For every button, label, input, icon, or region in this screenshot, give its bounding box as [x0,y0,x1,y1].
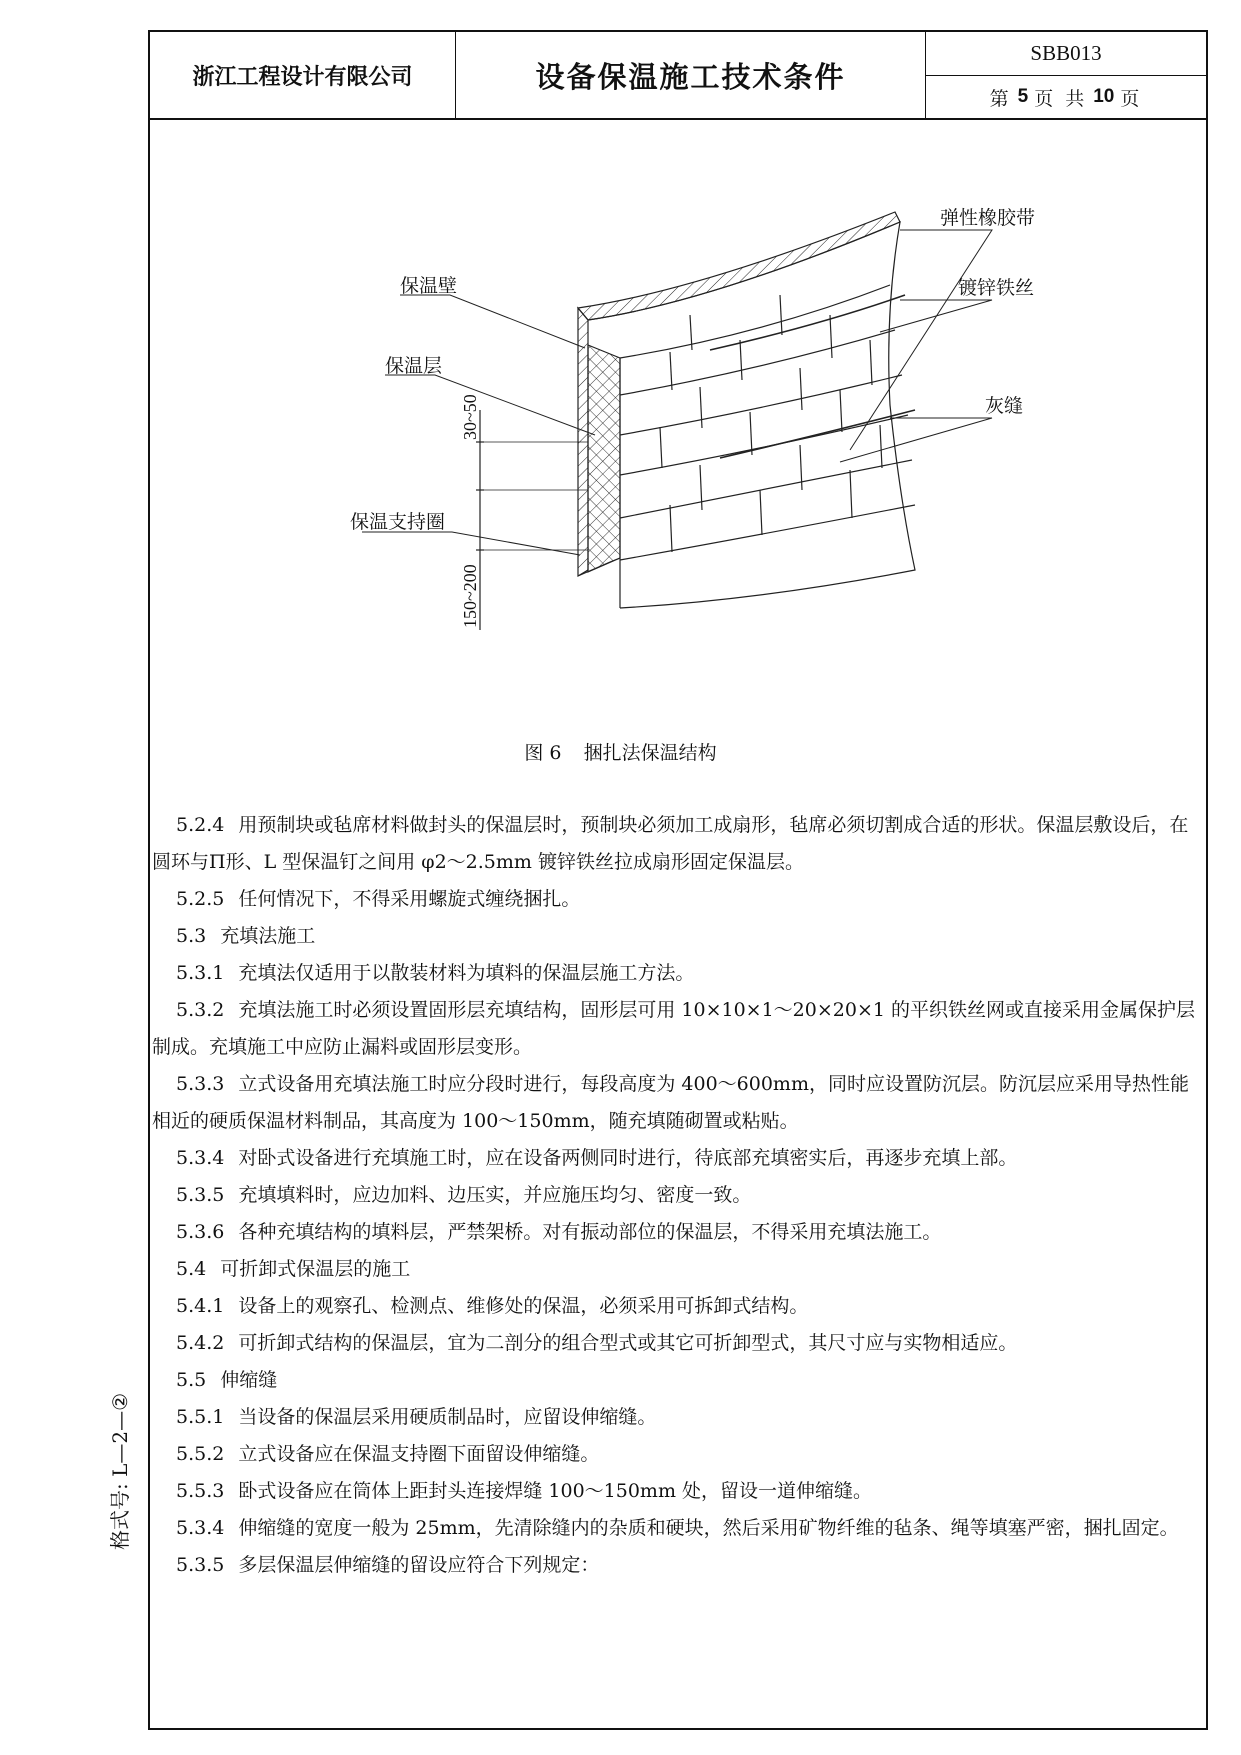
paragraph [152,992,1202,1066]
paragraph [152,1251,1202,1288]
clause-text: 伸缩缝 [220,1369,278,1391]
paragraph [152,1066,1202,1140]
paragraph [152,807,1202,881]
clause-text: 充填法施工 [220,925,316,947]
body-text [152,807,1202,1584]
clause-number: 5.3 [176,925,207,947]
document-title: 设备保温施工技术条件 [456,32,926,118]
paragraph [152,1325,1202,1362]
clause-text: 充填法施工时必须设置固形层充填结构，固形层可用 10×10×1～20×20×1 的平织铁丝网或直接采用金属保护层制成。充填施工中应防止漏料或固形层变形。 [152,999,1196,1058]
clause-text: 用预制块或毡席材料做封头的保温层时，预制块必须加工成扇形，毡席必须切割成合适的形状。保温层敷设后，在圆环与Π形、L 型保温钉之间用 φ2～2.5mm 镀锌铁丝拉成扇形固定保温层。 [152,814,1189,873]
clause-number: 5.5.1 [176,1406,225,1428]
paragraph [152,1436,1202,1473]
paragraph [152,1214,1202,1251]
clause-text: 可折卸式结构的保温层，宜为二剖分的组合型式或其它可折卸型式，其尺寸应与实物相适应。 [238,1332,1018,1354]
paragraph [152,1510,1202,1547]
clause-text: 当设备的保温层采用硬质制品时，应留设伸缩缝。 [238,1406,657,1428]
label-support-ring: 保温支持圈 [350,511,446,533]
clause-number: 5.3.4 [176,1517,225,1539]
figure-number: 图 6 [524,742,562,764]
clause-number: 5.4 [176,1258,207,1280]
paragraph [152,1473,1202,1510]
paragraph [152,881,1202,918]
paragraph [152,1177,1202,1214]
figure-caption [0,738,1241,765]
clause-number: 5.5 [176,1369,207,1391]
document-code: SBB013 [926,32,1206,76]
format-number: 格式号: L—2—② [108,1392,132,1550]
clause-text: 充填填料时，应边加料、边压实，并应施压均匀、密度一致。 [238,1184,752,1206]
clause-text: 卧式设备应在筒体上距封头连接焊缝 100～150mm 处，留设一道伸缩缝。 [238,1480,873,1502]
paragraph [152,1140,1202,1177]
page-current: 5 [1017,86,1029,107]
figure-title: 捆扎法保温结构 [583,742,717,764]
clause-text: 对卧式设备进行充填施工时，应在设备两侧同时进行，待底部充填密实后，再逐步充填上部。 [238,1147,1018,1169]
clause-number: 5.4.2 [176,1332,225,1354]
clause-number: 5.3.3 [176,1073,225,1095]
company-name: 浙江工程设计有限公司 [150,32,456,118]
label-insulation-layer: 保温层 [385,355,443,377]
clause-text: 各种充填结构的填料层，严禁架桥。对有振动部位的保温层，不得采用充填法施工。 [238,1221,942,1243]
label-rubber-band: 弹性橡胶带 [940,207,1036,229]
page-mid: 页 共 [1034,87,1088,110]
clause-number: 5.3.6 [176,1221,225,1243]
page-total: 10 [1093,86,1115,107]
page-suffix: 页 [1120,87,1143,110]
label-galvanized-wire: 镀锌铁丝 [958,277,1035,299]
clause-number: 5.3.5 [176,1554,225,1576]
clause-number: 5.3.5 [176,1184,225,1206]
clause-number: 5.5.2 [176,1443,225,1465]
clause-text: 设备上的观察孔、检测点、维修处的保温，必须采用可拆卸式结构。 [238,1295,809,1317]
clause-text: 可折卸式保温层的施工 [220,1258,411,1280]
insulation-structure-diagram [350,200,1080,640]
paragraph [152,1362,1202,1399]
clause-number: 5.3.4 [176,1147,225,1169]
clause-text: 充填法仅适用于以散装材料为填料的保温层施工方法。 [238,962,695,984]
clause-number: 5.2.4 [176,814,225,836]
label-insulation-wall: 保温壁 [400,275,458,297]
clause-number: 5.4.1 [176,1295,225,1317]
header-table [150,32,1206,120]
clause-text: 多层保温层伸缩缝的留设应符合下列规定： [238,1554,600,1576]
dim-30-50: 30~50 [460,394,480,440]
clause-text: 立式设备应在保温支持圈下面留设伸缩缝。 [238,1443,600,1465]
clause-text: 任何情况下，不得采用螺旋式缠绕捆扎。 [238,888,581,910]
clause-number: 5.3.2 [176,999,225,1021]
clause-number: 5.5.3 [176,1480,225,1502]
dim-150-200: 150~200 [460,564,480,628]
page-number [926,76,1206,118]
clause-text: 立式设备用充填法施工时应分段时进行，每段高度为 400～600mm，同时应设置防沉层。防沉层应采用导热性能相近的硬质保温材料制品，其高度为 100～150mm，随充填随砌置或粘贴。 [152,1073,1189,1132]
label-mortar-joint: 灰缝 [985,395,1024,417]
paragraph [152,1547,1202,1584]
paragraph [152,1399,1202,1436]
clause-number: 5.2.5 [176,888,225,910]
clause-text: 伸缩缝的宽度一般为 25mm，先清除缝内的杂质和硬块，然后采用矿物纤维的毡条、绳等填塞严密，捆扎固定。 [238,1517,1179,1539]
paragraph [152,1288,1202,1325]
clause-number: 5.3.1 [176,962,225,984]
page-prefix: 第 [989,87,1012,110]
paragraph [152,918,1202,955]
paragraph [152,955,1202,992]
